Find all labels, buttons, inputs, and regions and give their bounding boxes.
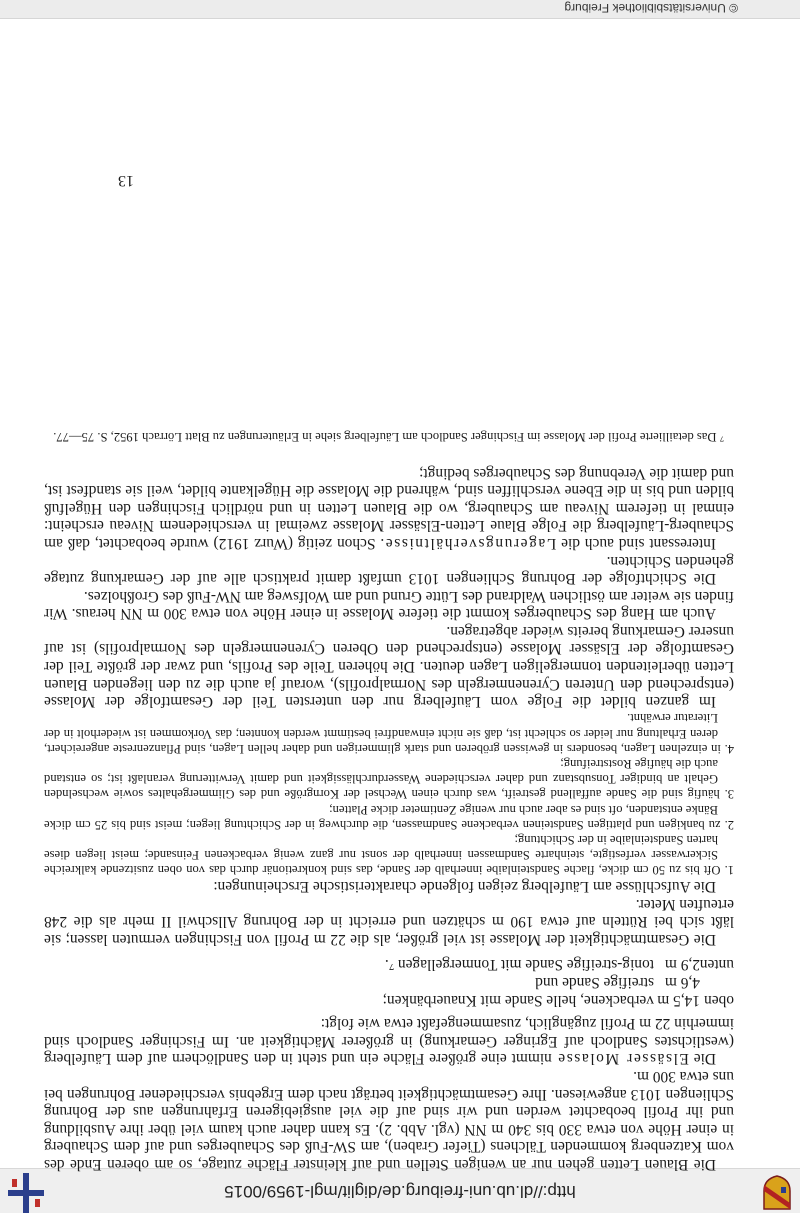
viewer-header xyxy=(0,1168,800,1213)
page-number: 13 xyxy=(118,172,134,189)
paragraph-schichtfolge: Die Schichtfolge der Bohrung Schliengen 1013 umfaßt damit praktisch alle auf der Gemarkung zutage gehenden Schichten. xyxy=(44,552,734,588)
paragraph-schauberg: Auch am Hang des Schauberges kommt die tiefere Molasse in einer Höhe von etwa 300 m NN heraus. Wir finden sie weiter am östlichen Waldrand des Lütte Grund und am Wolfsweg am NW-Fuß des Großholzes. xyxy=(44,587,734,623)
copyright-ub: © Universitätsbibliothek Freiburg xyxy=(564,1,738,15)
term-lagerungsverhaeltnisse: Lagerungsverhältnisse xyxy=(384,534,557,552)
term-elsaesser-molasse: Elsässer Molasse xyxy=(556,1050,689,1068)
strata-row: unten 2,9 m tonig-streifige Sande mit Tonmergellagen ⁷. xyxy=(384,956,734,974)
list-item: 4. in einzelnen Lagen, besonders in gewissen gröberen und stark glimmerigen und daher hellen Lagen, sind Pflanzenreste angereichert, deren Erhaltung nur leider so schlecht ist, daß sie nicht einwandfrei bestimmt werden konnten; das Vorkommen ist wiederholt in der Literatur erwähnt. xyxy=(44,711,734,756)
paragraph-gesamtfolge: Im ganzen bildet die Folge vom Läufelberg nur den untersten Teil der Gesamtfolge der Molasse (entsprechend den Unteren Cyrenenmergeln des Normalprofils), worauf ja auch die zu den liegenden Blauen Letten überleitenden tonmergeligen Lagen deuten. Die höheren Teile des Profils, und zwar der größte Teil der Gesamtfolge der Elsässer Molasse (entsprechend den Oberen Cyrenenmergeln des Normalprofils) ist auf unserer Gemarkung bereits wieder abgetragen. xyxy=(44,622,734,711)
paragraph-lagerung: Interessant sind auch die Lagerungsverhältnisse. Schon zeitig (Wurz 1912) wurde beobachtet, daß am Schauberg-Läufelberg die Folge Blaue Letten-Elsässer Molasse zweimal in verschiedenem Niveau erscheint: einmal in tieferem Niveau am Schauberg, wo die Blauen Letten in und nördlich Fischingen den Hügelfuß bilden und bis in die Ebene verschliffen sind, während die Molasse die Hügelkante bildet, weil sie standfest ist, und damit die Verebnung des Schauberges bedingt; xyxy=(44,464,734,552)
document-url[interactable]: http://dl.ub.uni-freiburg.de/diglit/mgl-1959/0015 xyxy=(224,1182,576,1201)
strata-row: 4,6 m streifige Sande und xyxy=(535,974,700,992)
paragraph-molasse: Die Elsässer Molasse nimmt eine größere Fläche ein und steht in den Sandlöchern auf dem Läufelberg (westlichstes Sandloch auf Egringer Gemarkung) in größerer Mächtigkeit an. Im Fischinger Sandloch sind immerhin 22 m Profil zugänglich, zusammengefaßt etwa wie folgt: xyxy=(43,1015,734,1068)
paragraph-blaue-letten: Die Blauen Letten gehen nur an wenigen Stellen und auf kleinster Fläche zutage, so am oberen Ende des vom Katzenberg kommenden Tälchens (Tiefer Graben), am SW-Fuß des Schauberges und auf dem Schauberg in einer Höhe von etwa 330 bis 340 m NN (vgl. Abb. 2). Es kann daher auch kaum viel über ihre Ausbildung und ihr Profil beobachtet werden und wir sind auf die viel ausgiebigeren Erfahrungen aus der Bohrung Schliengen 1013 angewiesen. Ihre Gesamtmächtigkeit beträgt nach dem Ergebnis verschiedener Bohrungen bei uns etwa 300 m. xyxy=(44,1068,734,1173)
list-item: 2. zu bankigen und plattigen Sandsteinen verbackene Sandmassen, die durchweg in der Schichtung liegen; meist sind bis 25 cm dicke Bänke entstanden, oft sind es aber auch nur wenige Zentimeter dicke Platten; xyxy=(44,802,734,832)
paragraph-gesamtmaechtigkeit: Die Gesamtmächtigkeit der Molasse ist viel größer, als die 22 m Profil von Fischingen vermuten lassen; sie läßt sich bei Rütteln auf etwa 190 m schätzen und erreicht in der Bohrung Allschwil II mehr als die 248 erteuften Meter. xyxy=(44,895,734,948)
characteristics-list xyxy=(44,710,734,877)
strata-profile xyxy=(44,956,734,1009)
paragraph-aufschluesse: Die Aufschlüsse am Läufelberg zeigen folgende charakteristische Erscheinungen: xyxy=(213,878,716,896)
viewer-footer xyxy=(0,0,800,19)
footnote: ⁷ Das detaillierte Profil der Molasse im Fischinger Sandloch am Läufelberg siehe in Erläuterungen zu Blatt Lörrach 1952, S. 75—77. xyxy=(53,429,724,444)
strata-row: oben 14,5 m verbackene, helle Sande mit Knauerbänken; xyxy=(382,991,734,1009)
university-library-logo-icon xyxy=(8,1173,44,1213)
list-item: 1. Oft bis zu 50 cm dicke, flache Sandsteinlaibe innerhalb der Sande, das sind konkretionär durch das von oben zusitzende kalkreiche Sickerwasser verfestigte, steinharte Sandmassen innerhalb der sonst nur ganz wenig verbackenen Feinsande; meist liegen diese harten Sandsteinlaibe in der Schichtung; xyxy=(44,833,734,878)
page-text xyxy=(44,429,734,1173)
list-item: 3. häufig sind die Sande auffallend gestreift, was durch einen Wechsel der Korngröße und des Glimmergehaltes sowie wechselnden Gehalt an bindiger Tonsubstanz und daher verschiedene Wasserdurchlässigkeit und damit Verwitterung veranlaßt ist; so entstand auch die häufige Roststreifung; xyxy=(44,757,734,802)
